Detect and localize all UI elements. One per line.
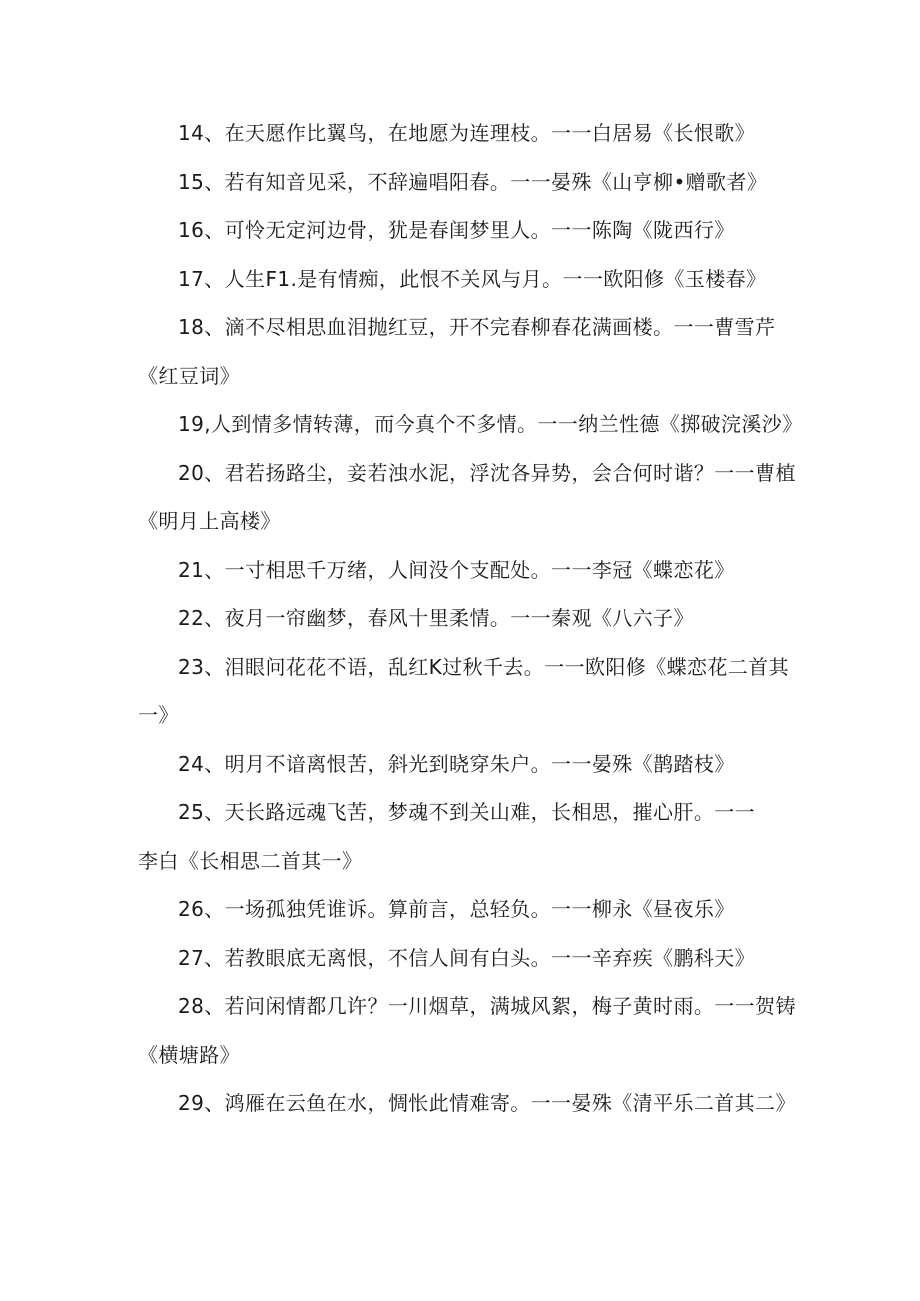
quote-line-15: 15、若有知音见采，不辞遍唱阳春。一一晏殊《山亨柳•赠歌者》 [178, 170, 768, 194]
quote-line-24: 24、明月不谙离恨苦，斜光到晓穿朱户。一一晏殊《鹊踏枝》 [178, 752, 735, 776]
quote-line-26: 26、一场孤独凭谁诉。算前言，总轻负。一一柳永《昼夜乐》 [178, 897, 735, 921]
quote-line-14: 14、在天愿作比翼鸟，在地愿为连理枝。一一白居易《长恨歌》 [178, 121, 756, 145]
quote-line-22: 22、夜月一帘幽梦，春风十里柔情。一一秦观《八六子》 [178, 606, 694, 630]
quote-line-25-continuation: 李白《长相思二首其一》 [138, 849, 363, 873]
quote-line-21: 21、一寸相思千万绪，人间没个支配处。一一李冠《蝶恋花》 [178, 558, 735, 582]
quote-line-23: 23、泪眼问花花不语，乱红K过秋千去。一一欧阳修《蝶恋花二首其 [178, 655, 789, 679]
quote-line-18: 18、滴不尽相思血泪抛红豆，开不完春柳春花满画楼。一一曹雪芹 [178, 315, 776, 339]
quote-line-17: 17、人生F1.是有情痴，此恨不关风与月。一一欧阳修《玉楼春》 [178, 267, 767, 291]
quote-line-29: 29、鸿雁在云鱼在水，惆怅此情难寄。一一晏殊《清平乐二首其二》 [178, 1091, 796, 1115]
quote-line-27: 27、若教眼底无离恨，不信人间有白头。一一辛弃疾《鹏科天》 [178, 946, 756, 970]
quote-line-28-continuation: 《横塘路》 [138, 1043, 240, 1067]
quote-line-28: 28、若问闲情都几许？一川烟草，满城风絮，梅子黄时雨。一一贺铸 [178, 994, 796, 1018]
quote-line-19: 19,人到情多情转薄，而今真个不多情。一一纳兰性德《掷破浣溪沙》 [178, 412, 803, 436]
quote-line-25: 25、天长路远魂飞苦，梦魂不到关山难，长相思，摧心肝。一一 [178, 800, 756, 824]
quote-line-20-continuation: 《明月上高楼》 [138, 509, 281, 533]
quote-line-20: 20、君若扬路尘，妾若浊水泥，浮沈各异势，会合何时谐？一一曹植 [178, 461, 796, 485]
quote-line-18-continuation: 《红豆词》 [138, 364, 240, 388]
quote-line-16: 16、可怜无定河边骨，犹是春闺梦里人。一一陈陶《陇西行》 [178, 218, 735, 242]
quote-line-23-continuation: 一》 [138, 703, 179, 727]
